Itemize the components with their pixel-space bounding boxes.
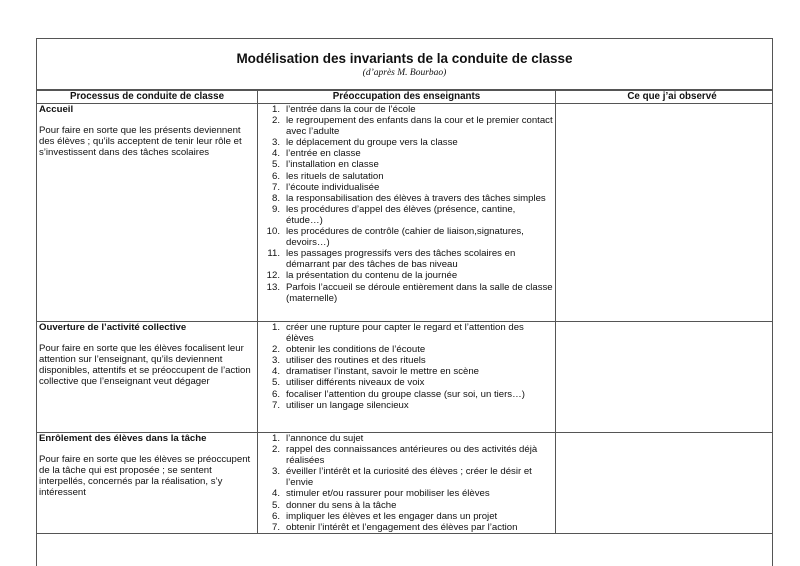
list-item	[260, 522, 553, 533]
list-item-number: 5.	[271, 159, 280, 171]
document-subtitle: (d’après M. Bourbao)	[362, 68, 447, 78]
list-item	[260, 355, 553, 366]
list-item	[260, 115, 553, 137]
list-item-text: les procédures de contrôle (cahier de liaison,signatures, devoirs…)	[286, 226, 524, 249]
table-body	[37, 104, 773, 534]
list-item-number: 7.	[271, 181, 280, 193]
list-item-text: l’entrée en classe	[286, 148, 361, 160]
list-item-number: 4.	[271, 366, 280, 378]
document-page	[36, 38, 773, 566]
list-item-text: utiliser différents niveaux de voix	[286, 377, 425, 389]
list-item-number: 9.	[271, 203, 280, 215]
list-item-number: 3.	[271, 137, 280, 149]
process-cell	[37, 322, 258, 433]
list-item-number: 8.	[271, 192, 280, 204]
list-item-number: 3.	[271, 466, 280, 478]
list-item	[260, 148, 553, 159]
list-item	[260, 104, 553, 115]
concerns-list	[260, 433, 553, 533]
list-item	[260, 500, 553, 511]
list-item	[260, 366, 553, 377]
table-row	[37, 322, 773, 433]
concerns-cell	[258, 322, 556, 433]
list-item-text: l’annonce du sujet	[286, 433, 364, 444]
list-item	[260, 511, 553, 522]
list-item-number: 6.	[271, 388, 280, 400]
list-item-text: la présentation du contenu de la journée	[286, 270, 458, 282]
section-title: Ouverture de l’activité collective	[39, 322, 187, 333]
table-header-row	[37, 91, 773, 104]
list-item-text: l’entrée dans la cour de l’école	[286, 104, 416, 115]
list-item-text: stimuler et/ou rassurer pour mobiliser les élèves	[286, 488, 490, 500]
section-description: Pour faire en sorte que les élèves focalisent leur attention sur l’enseignant, qu’ils deviennent disponibles, attentifs et se préoccupent de l’action collective que l’enseignant veut dégager	[39, 343, 251, 388]
section-description: Pour faire en sorte que les présents deviennent des élèves ; qu’ils acceptent de tenir leur rôle et s’investissent dans des tâches scolaires	[39, 125, 242, 159]
list-item	[260, 226, 553, 248]
list-item-text: rappel des connaissances antérieures ou des activités déjà réalisées	[286, 444, 538, 467]
table-row	[37, 104, 773, 322]
list-item-number: 6.	[271, 510, 280, 522]
list-item-text: les passages progressifs vers des tâches scolaires en démarrant par des tâches de bas niveau	[286, 248, 516, 271]
list-item	[260, 270, 553, 281]
list-item-number: 4.	[271, 148, 280, 160]
concerns-cell	[258, 104, 556, 322]
section-description: Pour faire en sorte que les élèves se préoccupent de la tâche qui est proposée ; se sentent interpellés, concernés par la réalisation, s’y intéressent	[39, 454, 251, 499]
list-item-number: 13.	[266, 281, 280, 293]
concerns-list	[260, 322, 553, 411]
list-item-number: 7.	[271, 521, 280, 533]
list-item	[260, 137, 553, 148]
invariants-table	[37, 90, 773, 534]
list-item-text: le déplacement du groupe vers la classe	[286, 137, 458, 149]
list-item	[260, 466, 553, 488]
list-item	[260, 444, 553, 466]
list-item-text: utiliser un langage silencieux	[286, 399, 409, 411]
list-item-number: 5.	[271, 499, 280, 511]
list-item	[260, 193, 553, 204]
list-item	[260, 204, 553, 226]
list-item	[260, 488, 553, 499]
list-item-text: obtenir les conditions de l’écoute	[286, 344, 426, 356]
list-item-number: 7.	[271, 399, 280, 411]
list-item	[260, 182, 553, 193]
list-item-text: utiliser des routines et des rituels	[286, 355, 426, 367]
list-item-text: les procédures d’appel des élèves (présence, cantine, étude…)	[286, 203, 516, 226]
list-item-text: obtenir l’intérêt et l’engagement des élèves par l’action	[286, 521, 518, 533]
list-item-text: donner du sens à la tâche	[286, 499, 397, 511]
list-item-text: le regroupement des enfants dans la cour et le premier contact avec l’adulte	[286, 115, 553, 138]
list-item-number: 6.	[271, 170, 280, 182]
list-item-number: 2.	[271, 344, 280, 356]
list-item	[260, 171, 553, 182]
section-title: Enrôlement des élèves dans la tâche	[39, 433, 207, 444]
list-item-text: l’installation en classe	[286, 159, 379, 171]
list-item-text: les rituels de salutation	[286, 170, 384, 182]
list-item	[260, 322, 553, 344]
list-item-number: 1.	[271, 322, 280, 333]
list-item-number: 1.	[271, 104, 280, 115]
list-item	[260, 377, 553, 388]
list-item-number: 12.	[266, 270, 280, 282]
section-title: Accueil	[39, 104, 74, 115]
column-header-processus: Processus de conduite de classe	[37, 91, 258, 104]
list-item	[260, 159, 553, 170]
document-header	[37, 39, 772, 90]
list-item-text: éveiller l’intérêt et la curiosité des élèves ; créer le désir et l’envie	[286, 466, 532, 489]
observation-cell[interactable]	[556, 104, 774, 322]
list-item	[260, 389, 553, 400]
list-item-text: la responsabilisation des élèves à travers des tâches simples	[286, 192, 546, 204]
list-item-text: impliquer les élèves et les engager dans un projet	[286, 510, 498, 522]
list-item-number: 11.	[267, 248, 280, 260]
list-item-text: focaliser l’attention du groupe classe (sur soi, un tiers…)	[286, 388, 525, 400]
observation-cell[interactable]	[556, 322, 774, 433]
observation-cell[interactable]	[556, 433, 774, 534]
list-item-number: 3.	[271, 355, 280, 367]
list-item	[260, 248, 553, 270]
list-item	[260, 282, 553, 304]
table-row	[37, 433, 773, 534]
list-item-number: 4.	[271, 488, 280, 500]
list-item-number: 2.	[271, 115, 280, 127]
list-item	[260, 400, 553, 411]
column-header-preoccupation: Préoccupation des enseignants	[258, 91, 556, 104]
list-item-number: 2.	[271, 444, 280, 456]
process-cell	[37, 104, 258, 322]
list-item-number: 5.	[271, 377, 280, 389]
process-cell	[37, 433, 258, 534]
list-item-text: créer une rupture pour capter le regard et l’attention des élèves	[286, 322, 524, 345]
list-item-text: l’écoute individualisée	[286, 181, 380, 193]
list-item-text: Parfois l’accueil se déroule entièrement dans la salle de classe (maternelle)	[286, 281, 553, 304]
list-item	[260, 433, 553, 444]
list-item-number: 10.	[266, 226, 280, 238]
column-header-observe: Ce que j’ai observé	[556, 91, 774, 104]
concerns-list	[260, 104, 553, 304]
list-item-number: 1.	[271, 433, 280, 444]
concerns-cell	[258, 433, 556, 534]
list-item-text: dramatiser l’instant, savoir le mettre en scène	[286, 366, 480, 378]
document-title: Modélisation des invariants de la conduite de classe	[236, 51, 573, 66]
list-item	[260, 344, 553, 355]
